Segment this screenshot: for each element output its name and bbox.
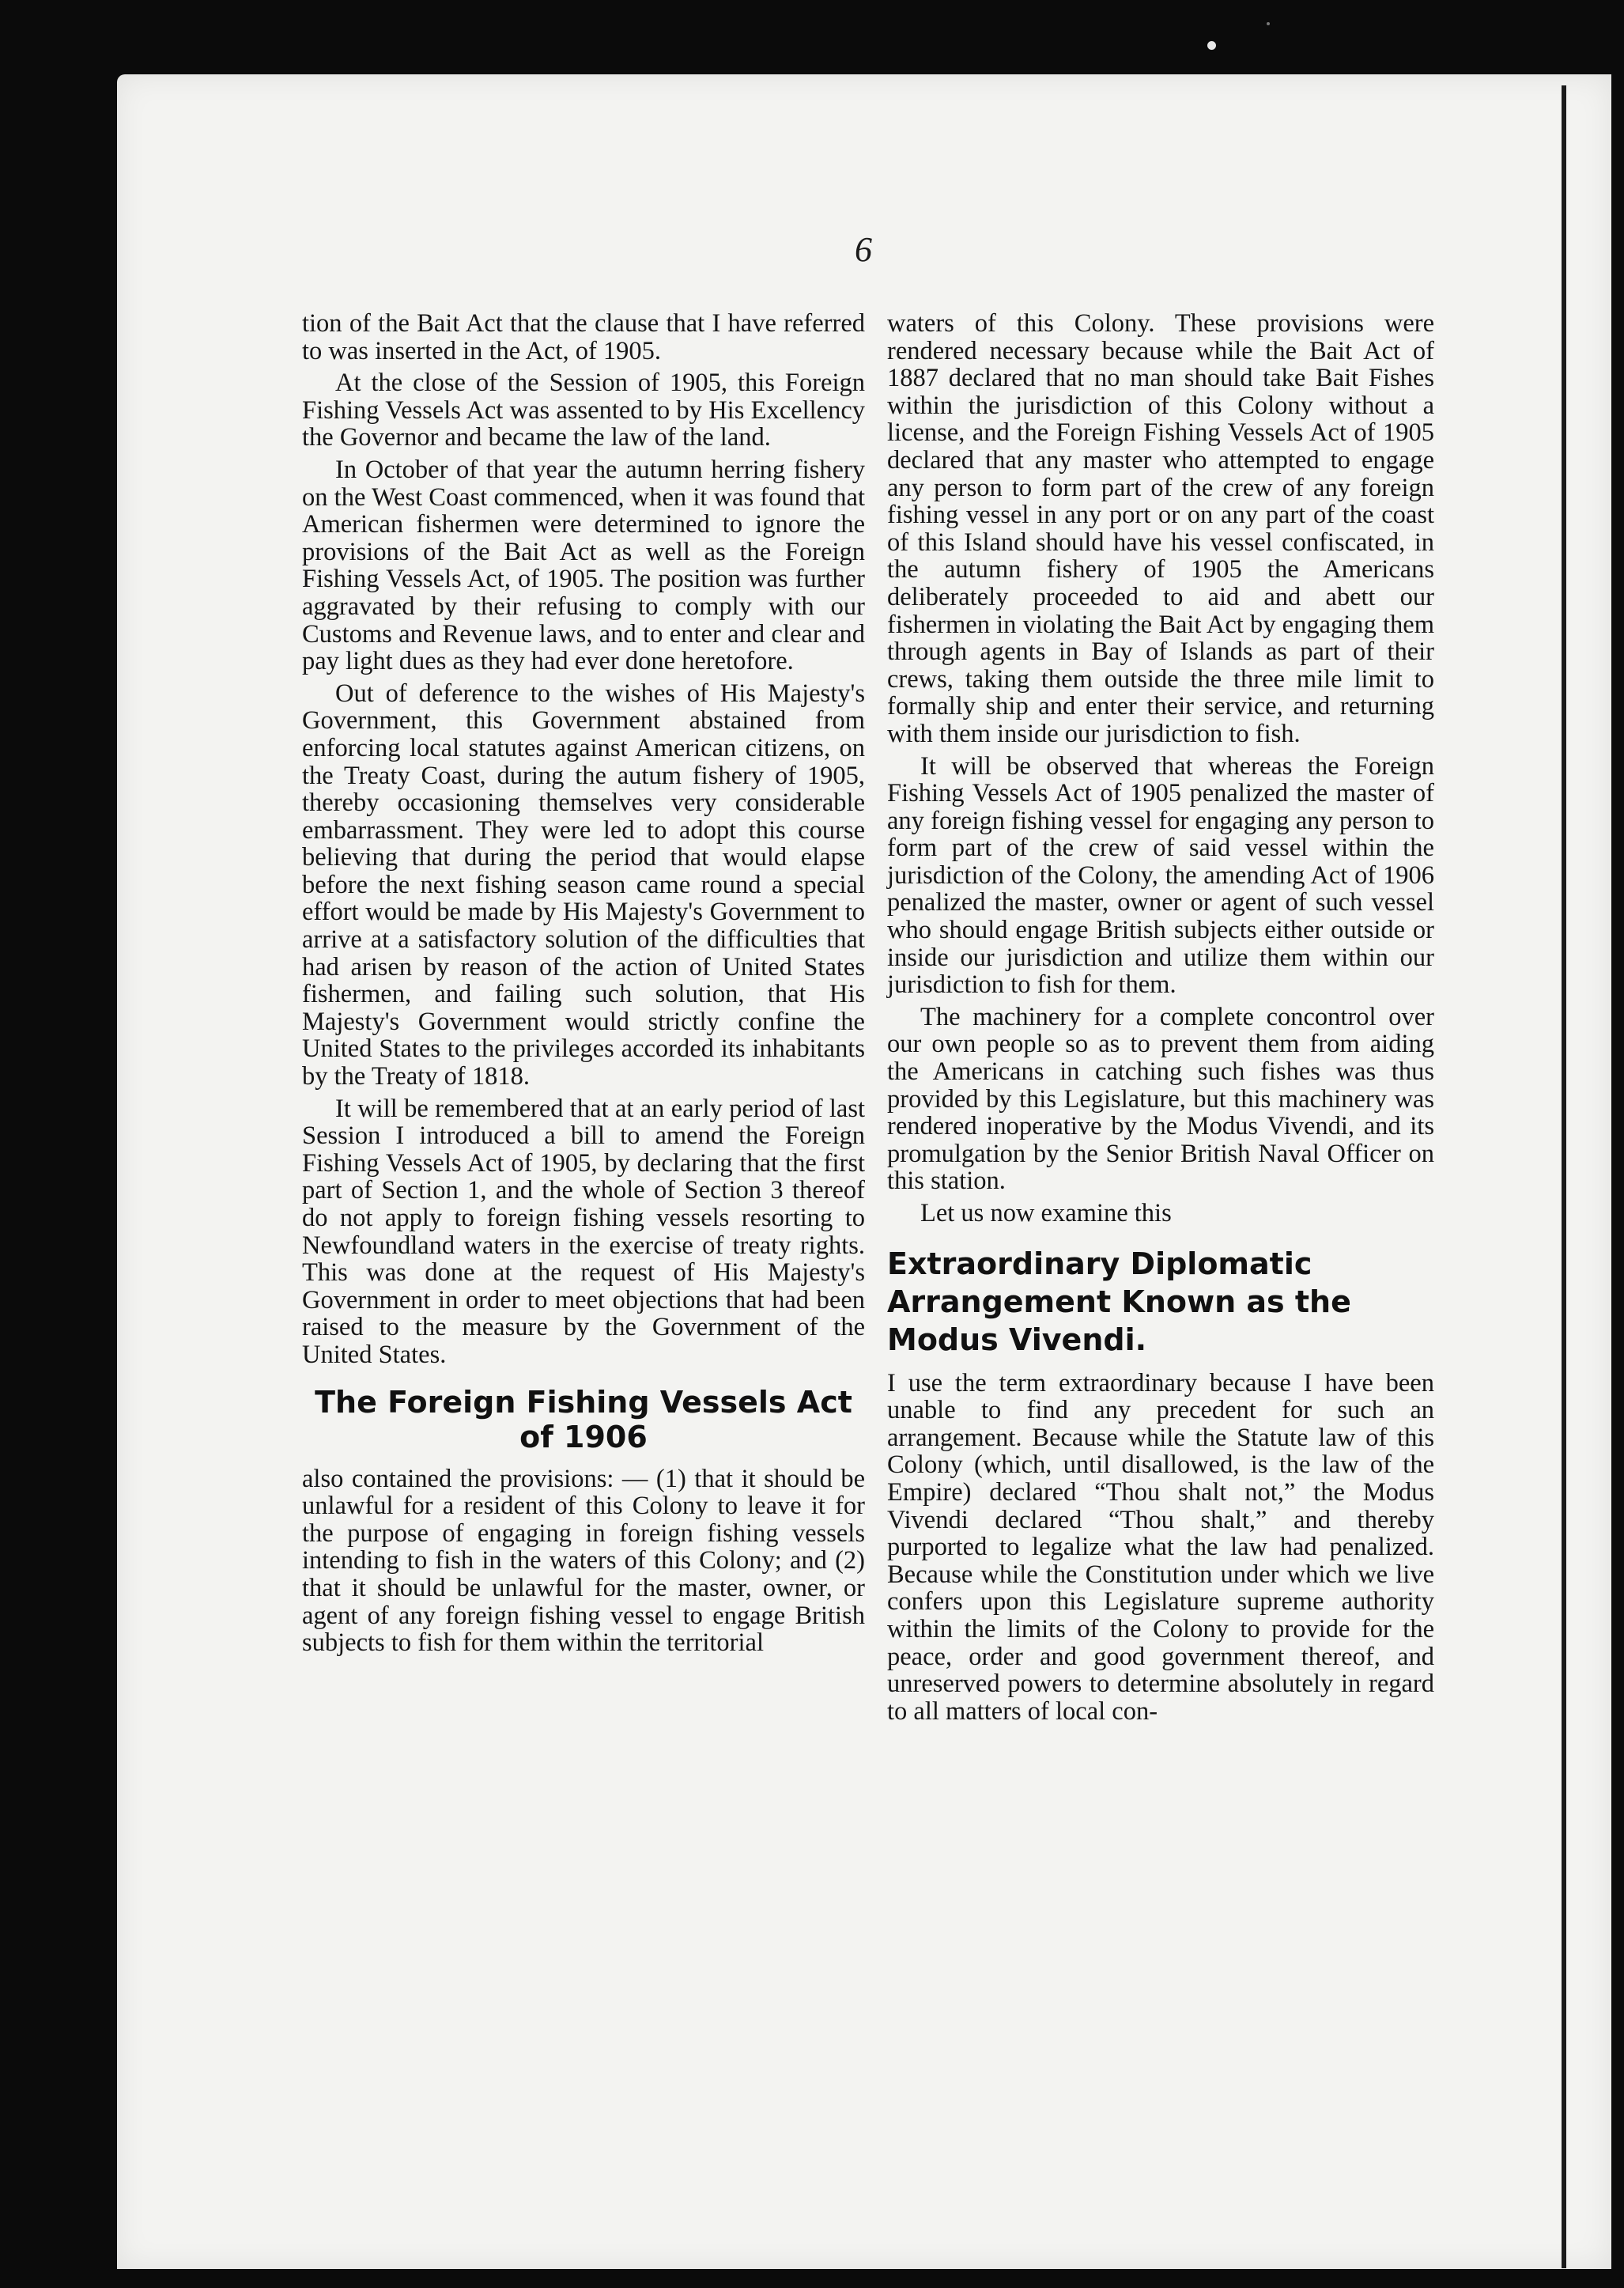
paragraph: It will be remembered that at an early period of last Session I introduced a bill to amend the Foreign Fishing Vessels Act of 1905, by declaring that the first part of Section 1, and the whole of Section 3 thereof do not apply to foreign fishing vessels resorting to Newfoundland waters in the exercise of treaty rights. This was done at the request of His Majesty's Government in order to meet objections that had been raised to the measure by the Government of the United States.: [302, 1094, 865, 1369]
dust-speck: [1207, 41, 1216, 50]
paragraph: I use the term extraordinary because I have been unable to find any precedent for such an arrangement. Because while the Statute law of this Colony (which, until disallowed, is the law of the Empire) declared “Thou shalt not,” the Modus Vivendi declared “Thou shalt,” and thereby purported to legalize what the law had penalized. Because while the Constitution under which we live confers upon this Legislature supreme authority within the limits of the Colony to provide for the peace, order and good government thereof, and unreserved powers to determine absolutely in regard to all matters of local con-: [887, 1368, 1434, 1726]
paragraph: The machinery for a complete concontrol over our own people so as to prevent them from aiding the Americans in catching such fishes was thus provided by this Legislature, but this machinery was rendered inoperative by the Modus Vivendi, and its promulgation by the Senior British Naval Officer on this station.: [887, 1002, 1434, 1196]
paragraph: waters of this Colony. These provisions were rendered necessary because while the Bait Act of 1887 declared that no man should take Bait Fishes within the jurisdiction of this Colony without a license, and the Foreign Fishing Vessels Act of 1905 declared that any master who attempted to engage any person to form part of the crew of any foreign fishing vessel in any port or on any part of the coast of this Island should have his vessel confiscated, in the autumn fishery of 1905 the Americans deliberately proceeded to aid and abett our fishermen in violating the Bait Act by engaging them through agents in Bay of Islands as part of their crews, taking them outside the three mile limit to formally ship and enter their service, and returning with them inside our jurisdiction to fish.: [887, 309, 1434, 748]
section-heading: The Foreign Fishing Vessels Act of 1906: [315, 1384, 852, 1454]
paragraph: also contained the provisions: — (1) that it should be unlawful for a resident of this Colony to leave it for the purpose of engaging in foreign fishing vessels intending to fish in the waters of this Colony; and (2) that it should be unlawful for the master, owner, or agent of any foreign fishing vessel to engage British subjects to fish for them within the territorial: [302, 1464, 865, 1658]
paragraph: Out of deference to the wishes of His Majesty's Government, this Government abstained from enforcing local statutes against American citizens, on the Treaty Coast, during the autum fishery of 1905, thereby occasioning themselves very considerable embarrassment. They were led to adopt this course believing that during the period that would elapse before the next fishing season came round a special effort would be made by His Majesty's Government to arrive at a satisfactory solution of the difficulties that had arisen by reason of the action of United States fishermen, and failing such solution, that His Majesty's Government would strictly confine the United States to the privileges accorded its inhabitants by the Treaty of 1818.: [302, 679, 865, 1091]
paragraph: At the close of the Session of 1905, this Foreign Fishing Vessels Act was assented to by His Excellency the Governor and became the law of the land.: [302, 369, 865, 452]
right-column: [887, 310, 1434, 1725]
left-column: [302, 310, 865, 1657]
paragraph: In October of that year the autumn herring fishery on the West Coast commenced, when it was found that American fishermen were determined to ignore the provisions of the Bait Act as well as the Foreign Fishing Vessels Act, of 1905. The position was further aggravated by their refusing to comply with our Customs and Revenue laws, and to enter and clear and pay light dues as they had ever done heretofore.: [302, 455, 865, 676]
page-gutter: [1562, 85, 1566, 2268]
paragraph: Let us now examine this: [920, 1199, 1172, 1227]
section-heading: Extraordinary Diplomatic Arrangement Known as the Modus Vivendi.: [887, 1246, 1351, 1357]
dust-speck: [1267, 22, 1270, 25]
paragraph: It will be observed that whereas the Foreign Fishing Vessels Act of 1905 penalized the master of any foreign fishing vessel for engaging any person to form part of the crew of said vessel within the jurisdiction of the Colony, the amending Act of 1906 penalized the master, owner or agent of such vessel who should engage British subjects either outside or inside our jurisdiction and utilize them within our jurisdiction to fish for them.: [887, 751, 1434, 1000]
page-number: 6: [855, 230, 872, 269]
paragraph: tion of the Bait Act that the clause that I have referred to was inserted in the Act, of 1905.: [302, 309, 865, 365]
